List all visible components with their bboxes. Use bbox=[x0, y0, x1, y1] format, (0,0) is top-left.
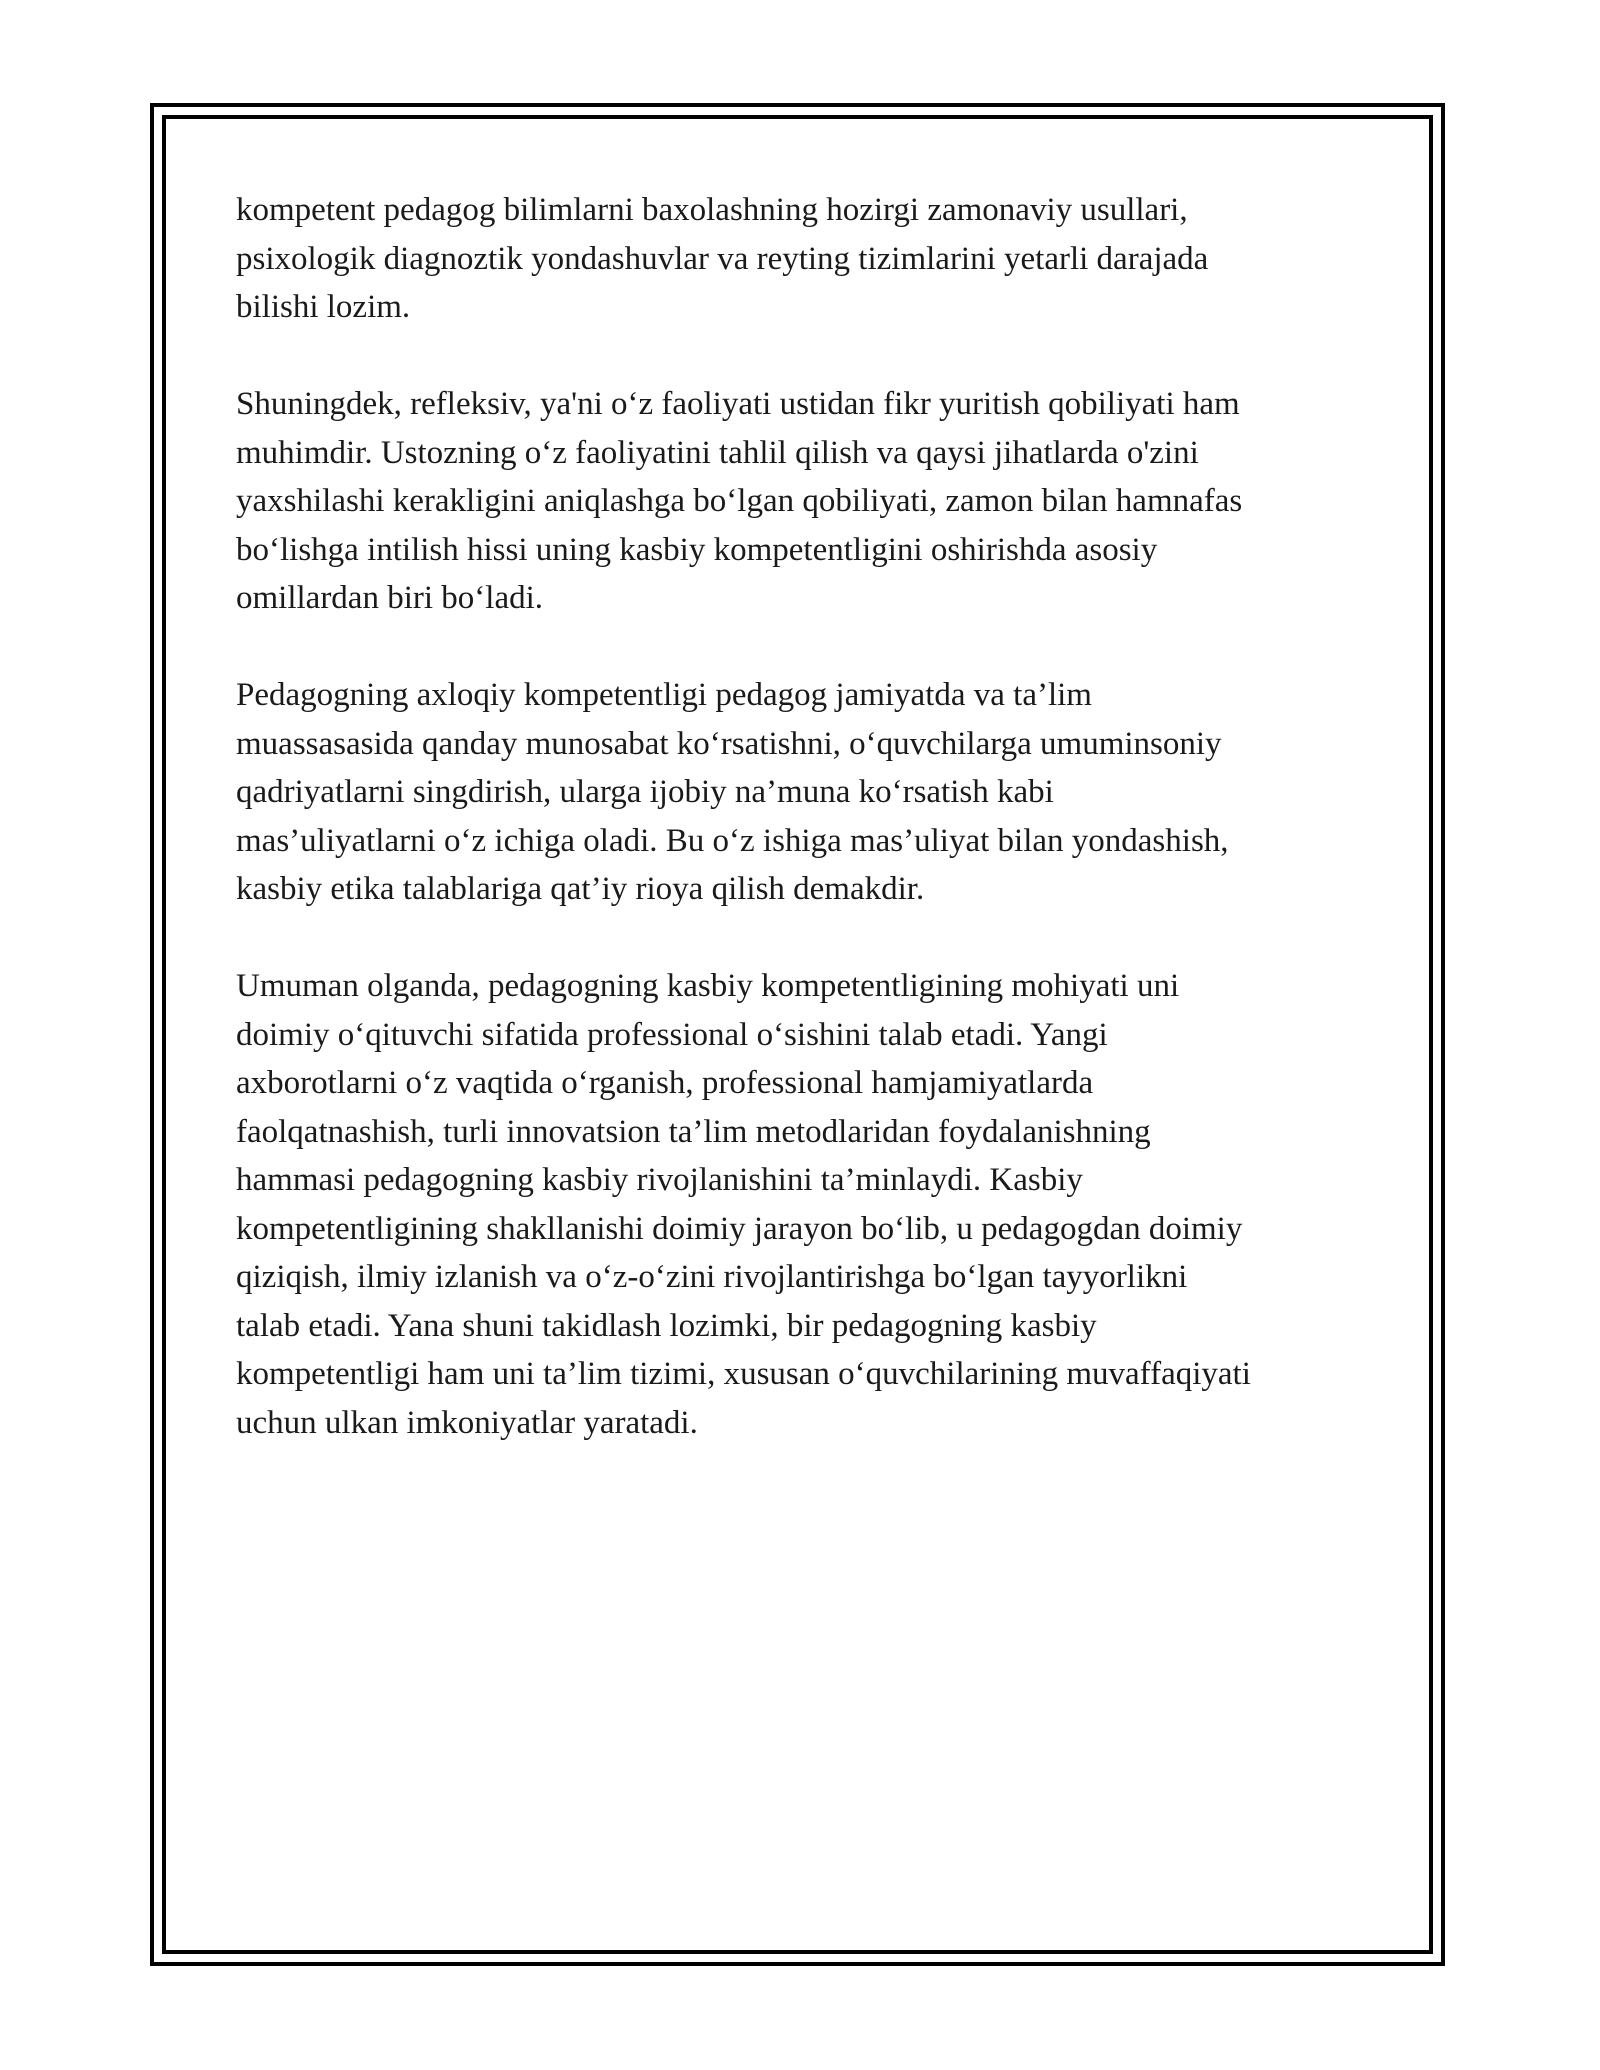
text-line: kompetentligining shakllanishi doimiy jarayon boʻlib, u pedagogdan doimiy bbox=[236, 1210, 1243, 1247]
text-line: faolqatnashish, turli innovatsion ta’lim metodlaridan foydalanishning bbox=[236, 1113, 1151, 1150]
text-line: talab etadi. Yana shuni takidlash lozimki, bir pedagogning kasbiy bbox=[236, 1307, 1097, 1344]
text-line: qadriyatlarni singdirish, ularga ijobiy na’muna koʻrsatish kabi bbox=[236, 774, 1054, 810]
text-line: yaxshilashi kerakligini aniqlashga boʻlgan qobiliyati, zamon bilan hamnafas bbox=[236, 483, 1243, 519]
text-line: Umuman olganda, pedagogning kasbiy kompetentligining mohiyati uni bbox=[236, 968, 1180, 1004]
text-line: muassasasida qanday munosabat koʻrsatishni, oʻquvchilarga umuminsoniy bbox=[236, 725, 1222, 762]
text-line: boʻlishga intilish hissi uning kasbiy kompetentligini oshirishda asosiy bbox=[236, 531, 1158, 568]
text-line: qiziqish, ilmiy izlanish va oʻz-oʻzini rivojlantirishga boʻlgan tayyorlikni bbox=[236, 1259, 1188, 1295]
text-line: bilishi lozim. bbox=[236, 289, 411, 325]
paragraph-1 bbox=[236, 186, 1366, 332]
paragraph-2 bbox=[236, 380, 1366, 623]
text-line: axborotlarni oʻz vaqtida oʻrganish, professional hamjamiyatlarda bbox=[236, 1065, 1094, 1101]
text-line: uchun ulkan imkoniyatlar yaratadi. bbox=[236, 1404, 698, 1441]
text-line: Shuningdek, refleksiv, ya'ni oʻz faoliyati ustidan fikr yuritish qobiliyati ham bbox=[236, 386, 1240, 422]
text-line: kompetentligi ham uni ta’lim tizimi, xususan oʻquvchilarining muvaffaqiyati bbox=[236, 1356, 1251, 1392]
document-body bbox=[236, 186, 1366, 1496]
text-line: doimiy oʻqituvchi sifatida professional oʻsishini talab etadi. Yangi bbox=[236, 1016, 1108, 1053]
paragraph-4 bbox=[236, 962, 1366, 1447]
text-line: mas’uliyatlarni oʻz ichiga oladi. Bu oʻz ishiga mas’uliyat bilan yondashish, bbox=[236, 822, 1229, 859]
text-line: omillardan biri boʻladi. bbox=[236, 580, 544, 616]
text-line: muhimdir. Ustozning oʻz faoliyatini tahlil qilish va qaysi jihatlarda o'zini bbox=[236, 434, 1199, 471]
text-line: Pedagogning axloqiy kompetentligi pedagog jamiyatda va ta’lim bbox=[236, 677, 1092, 713]
text-line: kasbiy etika talablariga qat’iy rioya qilish demakdir. bbox=[236, 871, 925, 907]
text-line: hammasi pedagogning kasbiy rivojlanishini ta’minlaydi. Kasbiy bbox=[236, 1162, 1083, 1198]
paragraph-3 bbox=[236, 671, 1366, 914]
text-line: kompetent pedagog bilimlarni baxolashning hozirgi zamonaviy usullari, bbox=[236, 192, 1188, 228]
text-line: psixologik diagnoztik yondashuvlar va reyting tizimlarini yetarli darajada bbox=[236, 240, 1209, 277]
